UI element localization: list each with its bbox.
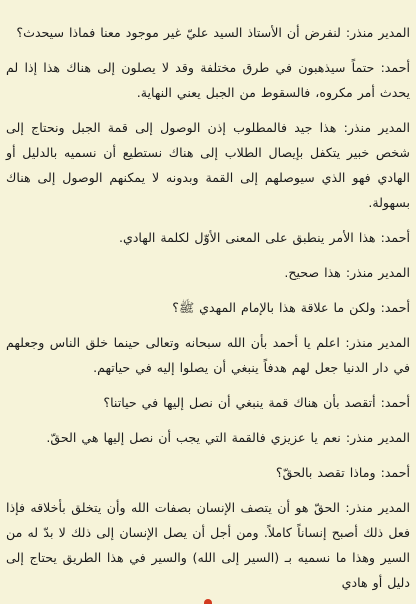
dialogue-paragraph: المدير منذر: لنفرض أن الأستاذ السيد عليّ غير موجود معنا فماذا سيحدث؟: [16, 25, 410, 40]
dialogue-paragraph: المدير منذر: الحقّ هو أن يتصف الإنسان بصفات الله وأن يتخلق بأخلاقه فإذا فعل ذلك أصبح إنساناً كاملاً. ومن أجل أن يصل الإنسان إلى ذلك لا بدّ له من السير وهذا ما نسميه بـ (السير إلى الله) والسير في هذا الطريق يحتاج إلى دليل أو هادي: [6, 500, 410, 590]
dialogue-paragraph: المدير منذر: هذا جيد فالمطلوب إذن الوصول إلى قمة الجبل ونحتاج إلى شخص خبير يتكفل بإيصال الطلاب إلى هناك نستطيع أن نسميه بالدليل أو الهادي فهو الذي سيوصلهم إلى القمة وبدونه لا يمكنهم الوصول إلى هناك بسهولة.: [6, 120, 410, 210]
dialogue-paragraph: أحمد: هذا الأمر ينطبق على المعنى الأوّل لكلمة الهادي.: [118, 230, 410, 245]
dialogue-paragraph: المدير منذر: اعلم يا أحمد بأن الله سبحانه وتعالى حينما خلق الناس وجعلهم في دار الدنيا جعل لهم هدفاً ينبغي أن يصلوا إليه في حياتهم.: [6, 335, 410, 375]
dialogue-paragraph: أحمد: حتماً سيذهبون في طرق مختلفة وقد لا يصلون إلى هناك هذا إذا لم يحدث أمر مكروه، فالسقوط من الجبل يعني النهاية.: [6, 60, 410, 100]
dialogue-paragraph: المدير منذر: هذا صحيح.: [284, 265, 410, 280]
dialogue-paragraph: أحمد: أتقصد بأن هناك قمة ينبغي أن نصل إليها في حياتنا؟: [103, 395, 410, 410]
dialogue-paragraph: أحمد: ولكن ما علاقة هذا بالإمام المهدي ﷺ؟: [172, 300, 410, 315]
dialogue-paragraph: المدير منذر: نعم يا عزيزي فالقمة التي يجب أن نصل إليها هي الحقّ.: [46, 430, 410, 445]
dialogue-paragraph: أحمد: وماذا تقصد بالحقّ؟: [275, 465, 410, 480]
